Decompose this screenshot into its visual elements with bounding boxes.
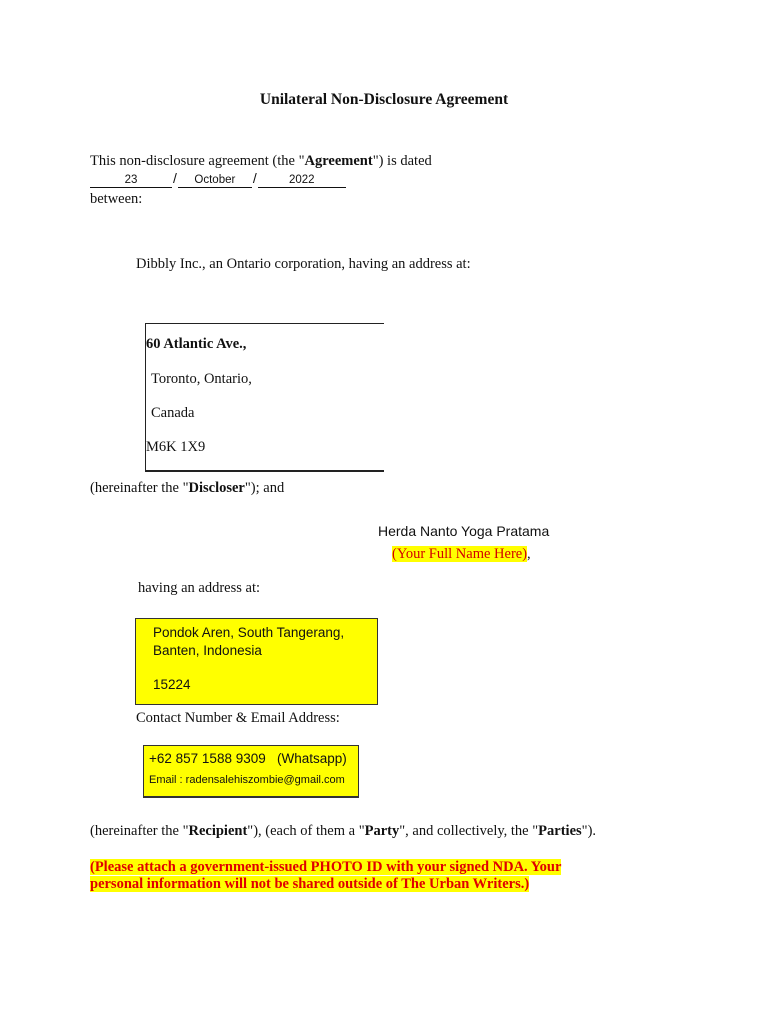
agreement-term: Agreement bbox=[304, 153, 373, 169]
date-separator: / bbox=[173, 170, 177, 186]
discloser-clause bbox=[90, 480, 284, 497]
recipient-address-box bbox=[135, 618, 378, 705]
contact-email: Email : radensalehiszombie@gmail.com bbox=[149, 774, 345, 786]
notice-line1: (Please attach a government-issued PHOTO ID with your signed NDA. Your bbox=[90, 859, 562, 875]
clause-part: "). bbox=[581, 823, 597, 839]
recipient-address-intro: having an address at: bbox=[138, 580, 261, 596]
recipient-clause bbox=[90, 823, 596, 840]
clause-suffix: "); and bbox=[244, 480, 285, 496]
discloser-intro: Dibbly Inc., an Ontario corporation, having an address at: bbox=[136, 256, 471, 272]
parties-term: Parties bbox=[538, 823, 582, 839]
notice-line2: personal information will not be shared outside of The Urban Writers.) bbox=[90, 876, 530, 892]
contact-label: Contact Number & Email Address: bbox=[136, 710, 340, 726]
contact-box bbox=[143, 745, 359, 798]
contact-phone bbox=[149, 751, 347, 766]
recipient-address-line2: Banten, Indonesia bbox=[153, 643, 262, 658]
clause-part: (hereinafter the " bbox=[90, 823, 189, 839]
date-month: October bbox=[178, 174, 252, 188]
clause-part: ", and collectively, the " bbox=[399, 823, 539, 839]
document-title: Unilateral Non-Disclosure Agreement bbox=[259, 91, 509, 108]
date-day: 23 bbox=[90, 174, 172, 188]
discloser-address-box bbox=[145, 323, 384, 472]
discloser-term: Discloser bbox=[188, 480, 245, 496]
between-label: between: bbox=[90, 191, 143, 207]
full-name-placeholder-line bbox=[392, 546, 531, 563]
full-name-placeholder: (Your Full Name Here) bbox=[392, 546, 528, 562]
photo-id-notice bbox=[90, 859, 561, 893]
phone-note: (Whatsapp) bbox=[277, 751, 347, 766]
agreement-intro bbox=[90, 153, 432, 170]
discloser-city: Toronto, Ontario, bbox=[151, 371, 252, 387]
clause-prefix: (hereinafter the " bbox=[90, 480, 189, 496]
discloser-country: Canada bbox=[151, 405, 195, 421]
party-term: Party bbox=[364, 823, 400, 839]
recipient-address-line1: Pondok Aren, South Tangerang, bbox=[153, 625, 345, 640]
discloser-postal: M6K 1X9 bbox=[146, 439, 206, 455]
clause-part: "), (each of them a " bbox=[247, 823, 365, 839]
date-year: 2022 bbox=[258, 174, 346, 188]
date-separator: / bbox=[252, 170, 257, 186]
date-line bbox=[90, 170, 346, 188]
discloser-street: 60 Atlantic Ave., bbox=[146, 336, 247, 352]
full-name-comma: , bbox=[527, 546, 531, 562]
recipient-name: Herda Nanto Yoga Pratama bbox=[378, 523, 550, 539]
recipient-term: Recipient bbox=[188, 823, 248, 839]
phone-number: +62 857 1588 9309 bbox=[149, 751, 266, 766]
intro-prefix: This non-disclosure agreement (the " bbox=[90, 153, 305, 169]
recipient-postal: 15224 bbox=[153, 677, 191, 692]
intro-suffix: ") is dated bbox=[372, 153, 432, 169]
